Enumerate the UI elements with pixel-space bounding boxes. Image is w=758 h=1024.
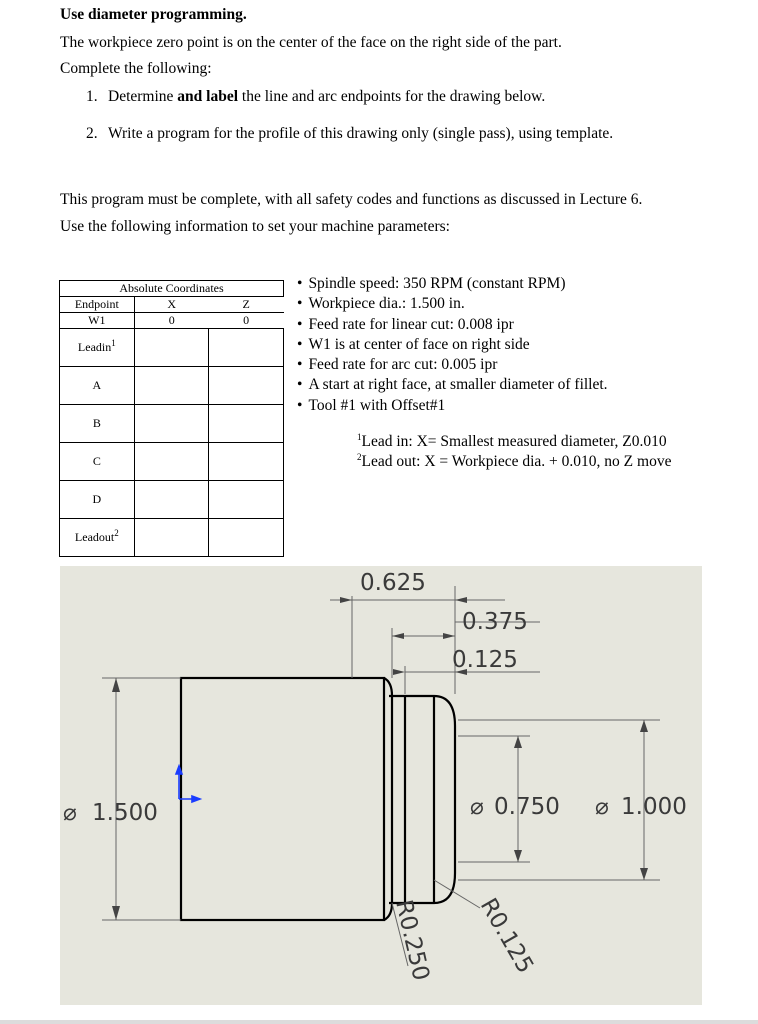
dim-neck-length: 0.375 bbox=[462, 609, 528, 635]
dim-radius-large: R0.250 bbox=[390, 897, 434, 984]
diameter-symbol-end: ⌀ bbox=[595, 794, 609, 820]
cell-z-a[interactable] bbox=[209, 367, 284, 405]
requirements-line-1: This program must be complete, with all safety codes and functions as discussed in Lecture 6. bbox=[60, 191, 643, 208]
table-title: Absolute Coordinates bbox=[60, 281, 284, 297]
part-outline bbox=[181, 678, 455, 920]
step-text: Write a program for the profile of this drawing only (single pass), using template. bbox=[108, 125, 614, 142]
cell-x-leadin[interactable] bbox=[134, 329, 209, 367]
w1-z: 0 bbox=[209, 313, 284, 329]
param-workpiece-dia: • Workpiece dia.: 1.500 in. bbox=[297, 294, 608, 314]
page-bottom-divider bbox=[0, 1020, 758, 1024]
param-feed-arc: • Feed rate for arc cut: 0.005 ipr bbox=[297, 355, 608, 375]
step-text: Determine bbox=[108, 88, 178, 105]
row-label-c: C bbox=[60, 443, 135, 481]
large-cylinder-body bbox=[181, 678, 384, 920]
cell-x-c[interactable] bbox=[134, 443, 209, 481]
row-label-a: A bbox=[60, 367, 135, 405]
end-rounded-face bbox=[434, 696, 455, 903]
param-tool: • Tool #1 with Offset#1 bbox=[297, 396, 608, 416]
coordinates-table bbox=[59, 280, 284, 557]
step-2 bbox=[86, 125, 613, 143]
row-label-d: D bbox=[60, 481, 135, 519]
param-a-start: • A start at right face, at smaller diameter of fillet. bbox=[297, 375, 608, 395]
cell-x-leadout[interactable] bbox=[134, 519, 209, 557]
dim-radius-small: R0.125 bbox=[474, 894, 539, 978]
row-label-leadin: Leadin$^1$ bbox=[60, 329, 135, 367]
param-w1-location: • W1 is at center of face on right side bbox=[297, 335, 608, 355]
dim-large-diameter: 1.500 bbox=[92, 800, 158, 826]
w1-x: 0 bbox=[134, 313, 209, 329]
cell-z-b[interactable] bbox=[209, 405, 284, 443]
machine-parameters-list bbox=[297, 274, 608, 416]
header-endpoint: Endpoint bbox=[60, 297, 135, 313]
dimension-arrows bbox=[112, 597, 648, 920]
step-1 bbox=[86, 88, 545, 106]
param-spindle-speed: • Spindle speed: 350 RPM (constant RPM) bbox=[297, 274, 608, 294]
header-z: Z bbox=[209, 297, 284, 313]
dim-end-diameter: 1.000 bbox=[621, 794, 687, 820]
footnote-leadin: $^1$Lead in: X= Smallest measured diameter, Z0.010 bbox=[357, 431, 667, 450]
diameter-symbol-large: ⌀ bbox=[63, 800, 77, 826]
cell-x-b[interactable] bbox=[134, 405, 209, 443]
step-number: 2. bbox=[86, 125, 98, 142]
w1-label: W1 bbox=[60, 313, 135, 329]
footnote-leadout: $^2$Lead out: X = Workpiece dia. + 0.010, no Z move bbox=[357, 451, 672, 470]
intro-line-2: Complete the following: bbox=[60, 60, 212, 77]
cell-z-c[interactable] bbox=[209, 443, 284, 481]
row-label-b: B bbox=[60, 405, 135, 443]
header-x: X bbox=[134, 297, 209, 313]
cell-z-leadin[interactable] bbox=[209, 329, 284, 367]
cell-z-leadout[interactable] bbox=[209, 519, 284, 557]
cell-z-d[interactable] bbox=[209, 481, 284, 519]
dimension-lines bbox=[102, 586, 660, 966]
diameter-symbol-neck: ⌀ bbox=[470, 794, 484, 820]
dim-neck-diameter: 0.750 bbox=[494, 794, 560, 820]
drawing-canvas bbox=[60, 566, 702, 1005]
cell-x-a[interactable] bbox=[134, 367, 209, 405]
cell-x-d[interactable] bbox=[134, 481, 209, 519]
row-label-leadout: Leadout$^2$ bbox=[60, 519, 135, 557]
intro-line-1: The workpiece zero point is on the center of the face on the right side of the part. bbox=[60, 34, 562, 51]
page-title: Use diameter programming. bbox=[60, 6, 247, 23]
step-bold-text: and label bbox=[177, 88, 239, 105]
dim-overall-length: 0.625 bbox=[360, 570, 426, 596]
part-drawing bbox=[60, 566, 702, 1005]
step-number: 1. bbox=[86, 88, 98, 105]
requirements-line-2: Use the following information to set your machine parameters: bbox=[60, 218, 450, 235]
param-feed-linear: • Feed rate for linear cut: 0.008 ipr bbox=[297, 315, 608, 335]
dim-fillet-offset: 0.125 bbox=[452, 647, 518, 673]
step-text-end: the line and arc endpoints for the drawing below. bbox=[238, 88, 546, 105]
origin-axis-icon bbox=[176, 766, 200, 802]
fillet-large-radius bbox=[384, 678, 392, 920]
